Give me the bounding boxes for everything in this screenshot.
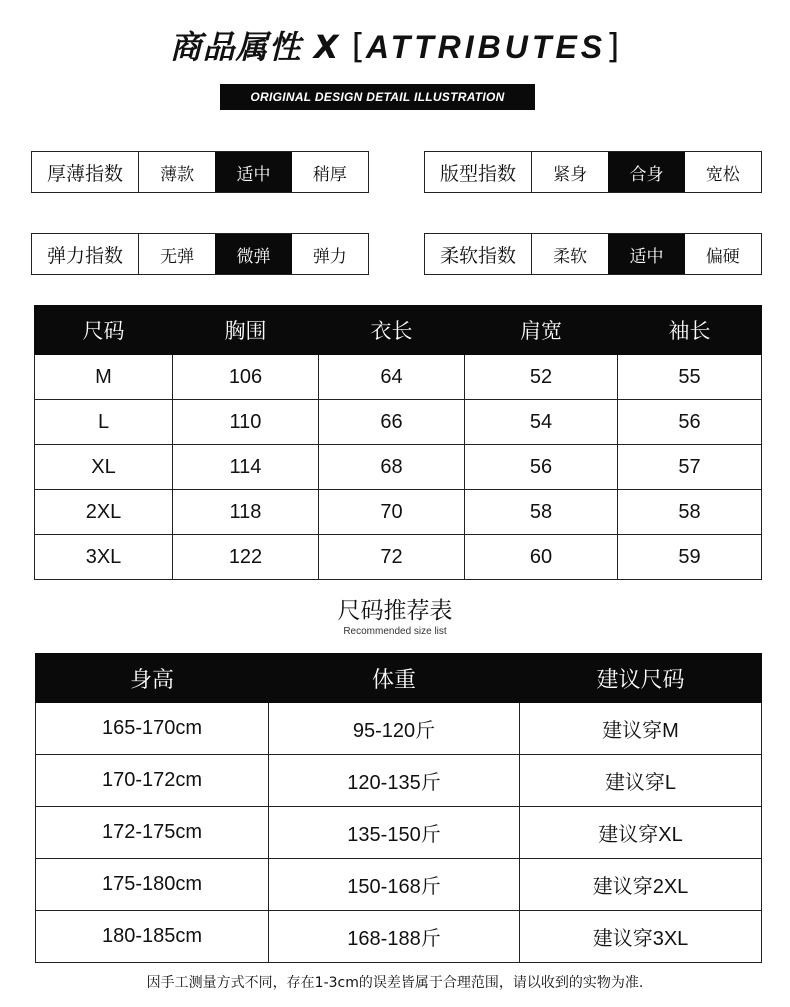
table-row [35,445,762,490]
table-cell: 95-120斤 [269,703,520,755]
table-cell: 66 [319,400,465,445]
table-cell: 2XL [35,490,173,535]
header-cell: 尺码 [35,306,173,355]
table-cell: 150-168斤 [269,859,520,911]
attr-option-selected: 合身 [608,152,684,192]
table-row [35,355,762,400]
table-cell: 59 [618,535,762,580]
recommend-title: 尺码推荐表 [337,598,453,624]
attr-fit [424,151,762,193]
table-cell: 68 [319,445,465,490]
table-cell: 56 [618,400,762,445]
attr-option-selected: 微弹 [215,234,291,274]
attr-label: 弹力指数 [32,234,139,274]
table-cell: 72 [319,535,465,580]
title-x: X [313,28,340,66]
attr-option: 紧身 [553,164,588,185]
footnote: 因手工测量方式不同，存在1-3cm的误差皆属于合理范围，请以收到的实物为准. [146,975,644,991]
attr-option: 柔软 [553,246,588,267]
title-en: ATTRIBUTES [365,29,607,65]
attr-label: 版型指数 [425,152,532,192]
table-row [36,703,762,755]
table-cell: 180-185cm [36,911,269,963]
table-cell: 55 [618,355,762,400]
size-table [34,305,762,580]
header-cell: 建议尺码 [520,654,762,703]
table-cell: XL [35,445,173,490]
attr-label: 柔软指数 [425,234,532,274]
attr-softness [424,233,762,275]
title-cn: 商品属性 [169,28,302,66]
attr-option: 偏硬 [705,246,740,267]
table-cell: 建议穿XL [520,807,762,859]
table-cell: 122 [173,535,319,580]
table-cell: 建议穿M [520,703,762,755]
attr-option: 宽松 [705,164,740,185]
header-cell: 体重 [269,654,520,703]
recommend-table-header [36,654,762,703]
header-cell: 胸围 [173,306,319,355]
table-cell: 60 [465,535,618,580]
table-cell: 3XL [35,535,173,580]
table-row [35,535,762,580]
header-cell: 身高 [36,654,269,703]
header-cell: 衣长 [319,306,465,355]
table-cell: 56 [465,445,618,490]
table-cell: 175-180cm [36,859,269,911]
table-cell: L [35,400,173,445]
table-cell: 建议穿2XL [520,859,762,911]
attr-option: 弹力 [312,246,347,267]
page-title [0,22,790,68]
attr-option: 薄款 [160,164,195,185]
table-row [36,755,762,807]
table-cell: 57 [618,445,762,490]
size-table-header [35,306,762,355]
table-cell: M [35,355,173,400]
attr-option: 无弹 [160,246,195,267]
table-cell: 106 [173,355,319,400]
bracket-right: ] [606,27,621,67]
table-cell: 58 [618,490,762,535]
table-cell: 168-188斤 [269,911,520,963]
bracket-left: [ [351,27,366,67]
table-row [36,807,762,859]
table-cell: 64 [319,355,465,400]
table-cell: 170-172cm [36,755,269,807]
table-cell: 110 [173,400,319,445]
table-cell: 114 [173,445,319,490]
table-row [35,490,762,535]
attr-option-selected: 适中 [215,152,291,192]
attr-option: 稍厚 [312,164,347,185]
attr-option-selected: 适中 [608,234,684,274]
table-cell: 118 [173,490,319,535]
recommend-table [35,653,762,963]
table-cell: 建议穿L [520,755,762,807]
table-row [36,911,762,963]
attr-thickness [31,151,369,193]
attr-elasticity [31,233,369,275]
recommend-subtitle: Recommended size list [343,626,447,637]
table-cell: 135-150斤 [269,807,520,859]
table-cell: 172-175cm [36,807,269,859]
table-cell: 70 [319,490,465,535]
table-row [36,859,762,911]
table-cell: 建议穿3XL [520,911,762,963]
subtitle-banner: ORIGINAL DESIGN DETAIL ILLUSTRATION [220,84,535,110]
table-cell: 58 [465,490,618,535]
header-cell: 袖长 [618,306,762,355]
table-row [35,400,762,445]
table-cell: 165-170cm [36,703,269,755]
table-cell: 52 [465,355,618,400]
table-cell: 120-135斤 [269,755,520,807]
header-cell: 肩宽 [465,306,618,355]
attr-label: 厚薄指数 [32,152,139,192]
table-cell: 54 [465,400,618,445]
